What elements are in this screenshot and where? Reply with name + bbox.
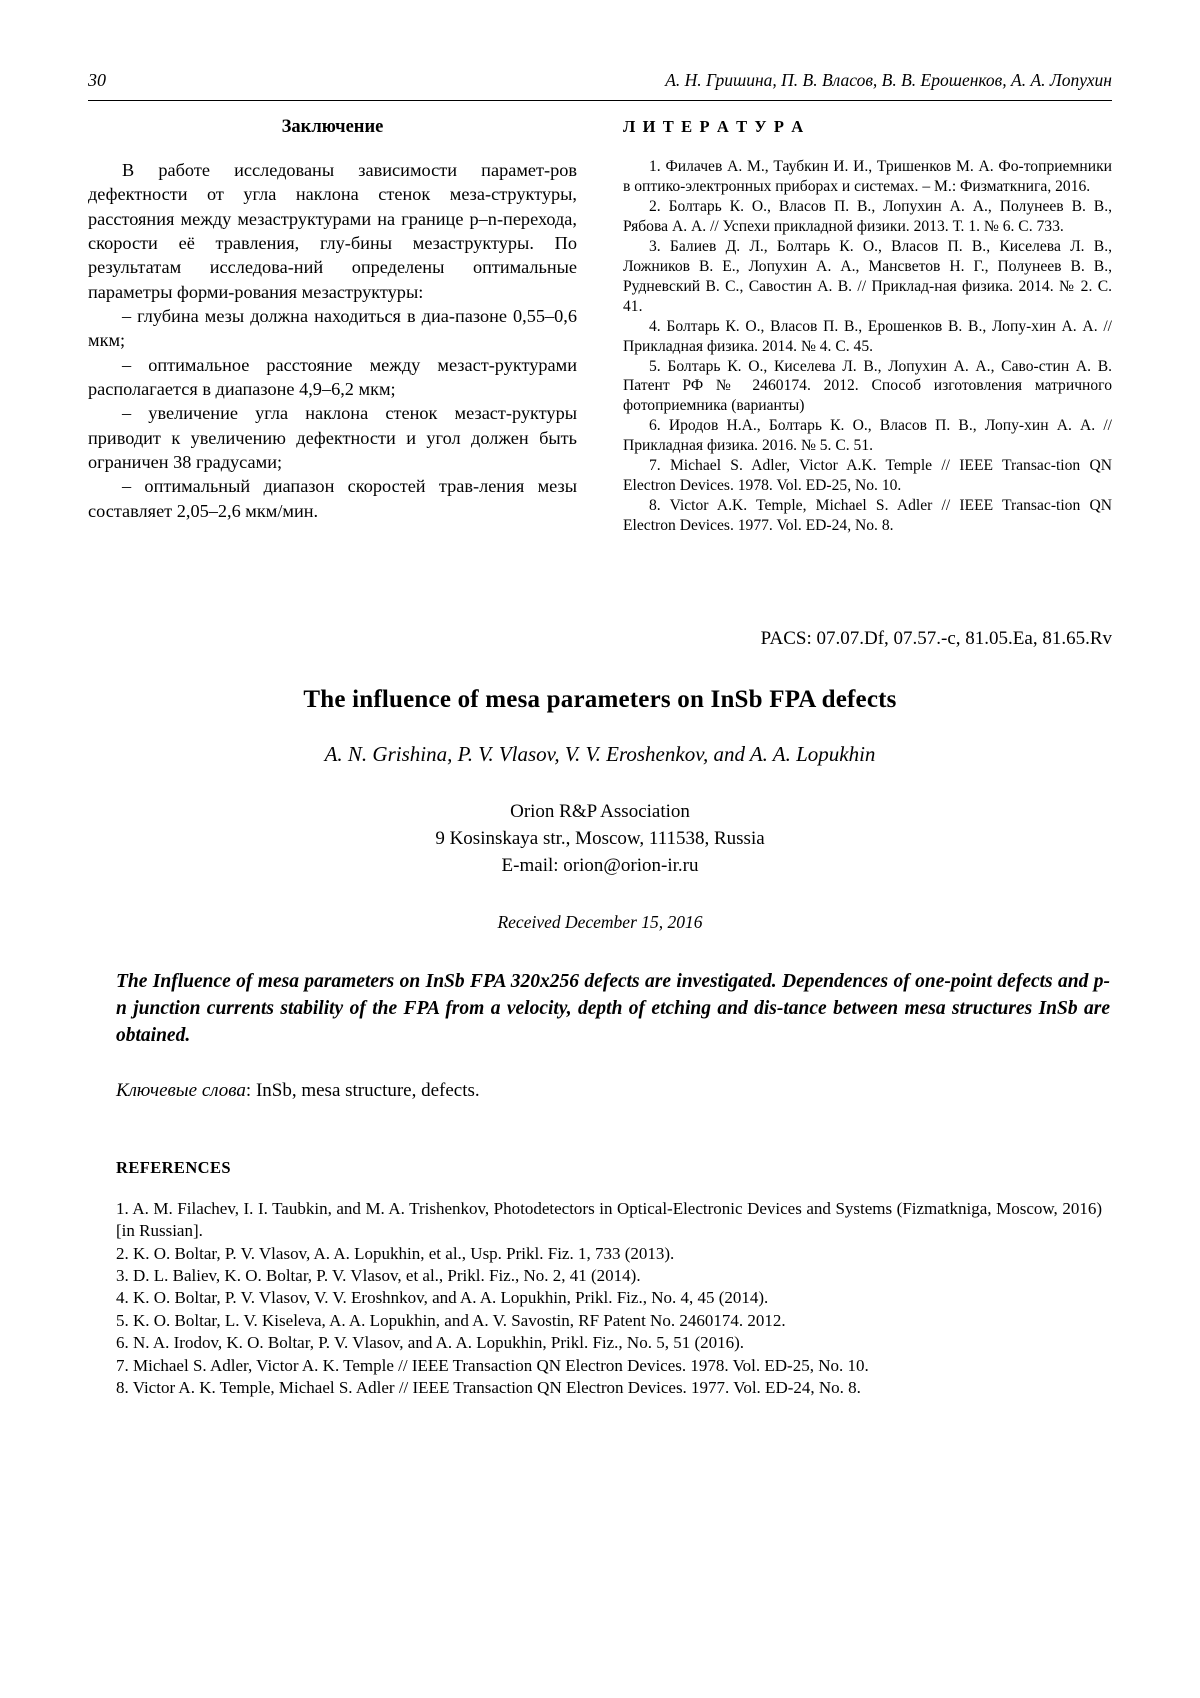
list-item: 2. K. O. Boltar, P. V. Vlasov, A. A. Lopukhin, et al., Usp. Prikl. Fiz. 1, 733 (2013).	[116, 1243, 675, 1263]
running-head-authors: А. Н. Гришина, П. В. Власов, В. В. Ерошенков, А. А. Лопухин	[665, 70, 1112, 90]
keywords-value: : InSb, mesa structure, defects.	[245, 1079, 480, 1101]
conclusion-bullet: – оптимальное расстояние между мезаст-руктурами располагается в диапазоне 4,9–6,2 мкм;	[88, 354, 577, 399]
english-title: The influence of mesa parameters on InSb FPA defects	[303, 686, 897, 714]
reference-item: 2. Болтарь К. О., Власов П. В., Лопухин А. А., Полунеев В. В., Рябова А. А. // Успехи прикладной физики. 2013. Т. 1. № 6. С. 733.	[623, 197, 1112, 235]
list-item: 7. Michael S. Adler, Victor A. K. Temple // IEEE Transaction QN Electron Devices. 1978. Vol. ED-25, No. 10.	[116, 1355, 869, 1375]
reference-item: 6. Иродов Н.А., Болтарь К. О., Власов П. В., Лопу-хин А. А. // Прикладная физика. 2016. № 5. С. 51.	[623, 417, 1112, 455]
reference-item: 7. Michael S. Adler, Victor A.K. Temple // IEEE Transac-tion QN Electron Devices. 1978. Vol. ED-25, No. 10.	[623, 457, 1112, 495]
conclusion-bullet: – увеличение угла наклона стенок мезаст-руктуры приводит к увеличению дефектности и угол должен быть ограничен 38 градусами;	[88, 403, 577, 472]
two-column-zone	[88, 117, 1112, 536]
english-authors: A. N. Grishina, P. V. Vlasov, V. V. Eroshenkov, and A. A. Lopukhin	[324, 742, 876, 767]
list-item: 4. K. O. Boltar, P. V. Vlasov, V. V. Eroshnkov, and A. A. Lopukhin, Prikl. Fiz., No. 4, 45 (2014).	[116, 1288, 769, 1308]
english-abstract: The Influence of mesa parameters on InSb FPA 320x256 defects are investigated. Dependences of one-point defects and p-n junction currents stability of the FPA from a velocity, depth of etching and dis-tance between mesa structures InSb are obtained.	[116, 971, 1110, 1046]
english-references-list	[88, 1198, 1112, 1400]
reference-item: 1. Филачев А. М., Таубкин И. И., Тришенков М. А. Фо-топриемники в оптико-электронных приборах и системах. – М.: Физматкнига, 2016.	[623, 158, 1112, 195]
reference-item: 5. Болтарь К. О., Киселева Л. В., Лопухин А. А., Саво-стин А. В. Патент РФ № 2460174. 2012. Способ изготовления матричного фотоприемника (варианты)	[623, 357, 1112, 415]
reference-item: 3. Балиев Д. Л., Болтарь К. О., Власов П. В., Киселева Л. В., Ложников В. Е., Лопухин А. А., Мансветов Н. Г., Полунеев В. В., Рудневский В. С., Савостин А. В. // Приклад-ная физика. 2014. № 2. С. 41.	[623, 237, 1112, 315]
reference-item: 8. Victor A.K. Temple, Michael S. Adler // IEEE Transac-tion QN Electron Devices. 1977. Vol. ED-24, No. 8.	[623, 497, 1112, 535]
affiliation-organization: Orion R&P Association	[510, 801, 690, 823]
list-item: 3. D. L. Baliev, K. O. Boltar, P. V. Vlasov, et al., Prikl. Fiz., No. 2, 41 (2014).	[116, 1266, 641, 1286]
affiliation-block	[88, 799, 1112, 880]
running-head	[88, 70, 1112, 100]
pacs-line: PACS: 07.07.Df, 07.57.-c, 81.05.Ea, 81.65.Rv	[760, 628, 1112, 650]
affiliation-email: E-mail: orion@orion-ir.ru	[501, 855, 699, 877]
conclusion-bullet: – оптимальный диапазон скоростей трав-ления мезы составляет 2,05–2,6 мкм/мин.	[88, 476, 577, 521]
left-column	[88, 117, 577, 536]
conclusion-paragraph: В работе исследованы зависимости парамет-ров дефектности от угла наклона стенок меза-структуры, расстояния между мезаструктурами на границе p–n-перехода, скорости её травления, глу-бины мезаструктуры. По результатам исследова-ний определены оптимальные параметры форми-рования мезаструктуры:	[88, 160, 577, 302]
conclusion-bullet: – глубина мезы должна находиться в диа-пазоне 0,55–0,6 мкм;	[88, 305, 577, 351]
received-date: Received December 15, 2016	[497, 912, 703, 933]
affiliation-address: 9 Kosinskaya str., Moscow, 111538, Russia	[435, 828, 765, 850]
page-number: 30	[88, 70, 106, 90]
page-container	[88, 70, 1112, 1400]
list-item: 5. K. O. Boltar, L. V. Kiseleva, A. A. Lopukhin, and A. V. Savostin, RF Patent No. 2460174. 2012.	[116, 1310, 786, 1330]
conclusion-heading: Заключение	[281, 117, 384, 137]
header-rule	[88, 100, 1112, 101]
keywords-line	[88, 1080, 1112, 1102]
literature-heading: Л И Т Е Р А Т У Р А	[623, 117, 805, 136]
keywords-label: Ключевые слова	[116, 1079, 246, 1101]
references-heading: REFERENCES	[116, 1157, 231, 1177]
list-item: 1. A. M. Filachev, I. I. Taubkin, and M. A. Trishenkov, Photodetectors in Optical-Electronic Devices and Systems (Fizmatkniga, Moscow, 2016) [in Russian].	[116, 1198, 1102, 1241]
right-column	[623, 117, 1112, 536]
reference-item: 4. Болтарь К. О., Власов П. В., Ерошенков В. В., Лопу-хин А. А. // Прикладная физика. 2014. № 4. С. 45.	[623, 317, 1112, 355]
list-item: 8. Victor A. K. Temple, Michael S. Adler // IEEE Transaction QN Electron Devices. 1977. Vol. ED-24, No. 8.	[116, 1378, 861, 1398]
list-item: 6. N. A. Irodov, K. O. Boltar, P. V. Vlasov, and A. A. Lopukhin, Prikl. Fiz., No. 5, 51 (2016).	[116, 1333, 745, 1353]
